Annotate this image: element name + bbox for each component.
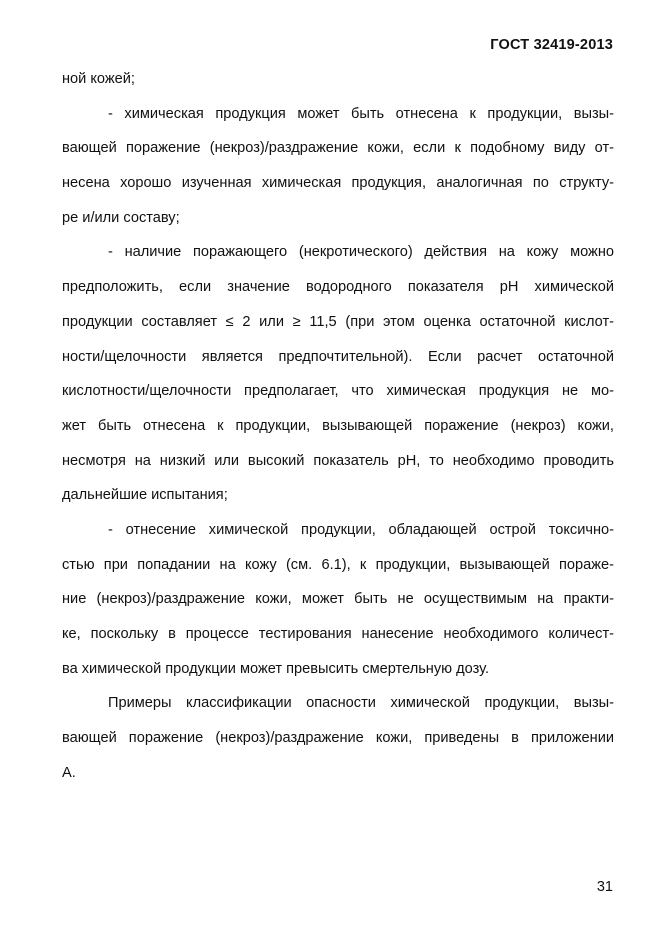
text-line: продукции составляет ≤ 2 или ≥ 11,5 (при этом оценка остаточной кислот- bbox=[62, 313, 614, 330]
text-line: - химическая продукция может быть отнесена к продукции, вызы- bbox=[108, 105, 614, 122]
page-number: 31 bbox=[596, 879, 613, 895]
text-line: жет быть отнесена к продукции, вызывающей поражение (некроз) кожи, bbox=[62, 417, 614, 434]
text-line: вающей поражение (некроз)/раздражение кожи, если к подобному виду от- bbox=[62, 140, 614, 157]
text-line: кислотности/щелочности предполагает, что химическая продукция не мо- bbox=[62, 383, 614, 400]
text-line: ке, поскольку в процессе тестирования нанесение необходимого количест- bbox=[62, 626, 614, 642]
text-line: дальнейшие испытания; bbox=[62, 487, 228, 504]
text-line: ной кожей; bbox=[62, 71, 135, 87]
text-line: стью при попадании на кожу (см. 6.1), к продукции, вызывающей пораже- bbox=[62, 556, 614, 573]
text-line: предположить, если значение водородного показателя pH химической bbox=[62, 279, 614, 296]
text-line: ние (некроз)/раздражение кожи, может быть не осуществимым на практи- bbox=[62, 591, 614, 608]
text-line: несмотря на низкий или высокий показатель pH, то необходимо проводить bbox=[62, 452, 614, 469]
text-line: несена хорошо изученная химическая продукция, аналогичная по структу- bbox=[62, 175, 614, 192]
text-line: вающей поражение (некроз)/раздражение кожи, приведены в приложении bbox=[62, 730, 614, 747]
text-line: ре и/или составу; bbox=[62, 209, 180, 226]
body-text bbox=[62, 62, 614, 790]
text-line: - отнесение химической продукции, обладающей острой токсично- bbox=[108, 521, 614, 538]
text-line: Примеры классификации опасности химической продукции, вызы- bbox=[108, 695, 614, 712]
text-line: ности/щелочности является предпочтительной). Если расчет остаточной bbox=[62, 348, 614, 365]
text-line: А. bbox=[62, 764, 76, 781]
text-line: ва химической продукции может превысить смертельную дозу. bbox=[62, 660, 490, 677]
document-code: ГОСТ 32419-2013 bbox=[490, 37, 613, 53]
text-line: - наличие поражающего (некротического) действия на кожу можно bbox=[108, 244, 614, 261]
